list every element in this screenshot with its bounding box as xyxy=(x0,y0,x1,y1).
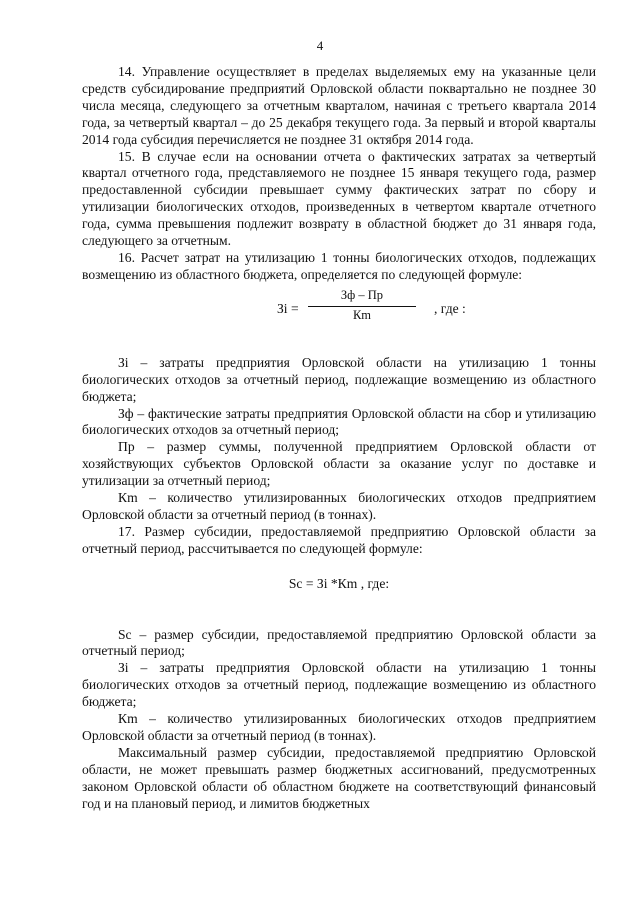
paragraph-17: 17. Размер субсидии, предоставляемой предприятию Орловской области за отчетный период, рассчитывается по следующей формуле: xyxy=(82,523,596,556)
definition-zi-2: Зi – затраты предприятия Орловской области на утилизацию 1 тонны биологических отходов за отчетный период, подлежащие возмещению из областного бюджета; xyxy=(82,660,596,710)
definition-km-2: Кm – количество утилизированных биологических отходов предприятием Орловской области за отчетный период (в тоннах). xyxy=(82,711,596,743)
formula-zi-denominator: Кm xyxy=(352,307,372,322)
formula-zi xyxy=(82,287,596,337)
definition-zi: Зi – затраты предприятия Орловской области на утилизацию 1 тонны биологических отходов за отчетный период, подлежащие возмещению из областного бюджета; xyxy=(82,354,596,404)
page-number: 4 xyxy=(316,38,324,53)
paragraph-max-subsidy: Максимальный размер субсидии, предоставляемой предприятию Орловской области, не может превышать размер бюджетных ассигнований, предусмотренных законом Орловской области об областном бюджете на соответствующий финансовый год и на плановый период, и лимитов бюджетных xyxy=(82,744,596,811)
paragraph-15: 15. В случае если на основании отчета о фактических затратах за четвертый квартал отчетного года, представляемого не позднее 15 января текущего года, размер предоставленной субсидии превышает сумму фактических затрат по сбору и утилизации биологических отходов, произведенных в четвертом квартале отчетного года, сумма превышения подлежит возврату в областной бюджет до 31 января года, следующего за отчетным. xyxy=(82,148,596,249)
paragraph-16: 16. Расчет затрат на утилизацию 1 тонны биологических отходов, подлежащих возмещению из областного бюджета, определяется по следующей формуле: xyxy=(82,249,596,282)
document-body xyxy=(82,64,596,813)
formula-zi-lhs: Зi = xyxy=(277,300,299,316)
definition-zf: Зф – фактические затраты предприятия Орловской области на сбор и утилизацию биологических отходов за отчетный период; xyxy=(82,405,596,438)
formula-zi-numerator: Зф – Пр xyxy=(308,287,416,307)
formula-sc: Sc = Зi *Кm , где: xyxy=(288,575,390,591)
definition-pr: Пр – размер суммы, полученной предприятием Орловской области от хозяйствующих субъектов Орловской области за оказание услуг по доставке и утилизации за отчетный период; xyxy=(82,439,596,489)
definition-km: Кm – количество утилизированных биологических отходов предприятием Орловской области за отчетный период (в тоннах). xyxy=(82,490,596,522)
paragraph-14: 14. Управление осуществляет в пределах выделяемых ему на указанные цели средств субсидирование предприятий Орловской области поквартально не позднее 30 числа месяца, следующего за отчетным кварталом, начиная с третьего квартала 2014 года, за четвертый квартал – до 25 декабря текущего года. За первый и второй кварталы 2014 года субсидия перечисляется не позднее 31 октября 2014 года. xyxy=(82,64,596,147)
definition-sc: Sc – размер субсидии, предоставляемой предприятию Орловской области за отчетный период; xyxy=(82,626,596,659)
formula-zi-tail: , где : xyxy=(434,300,466,316)
